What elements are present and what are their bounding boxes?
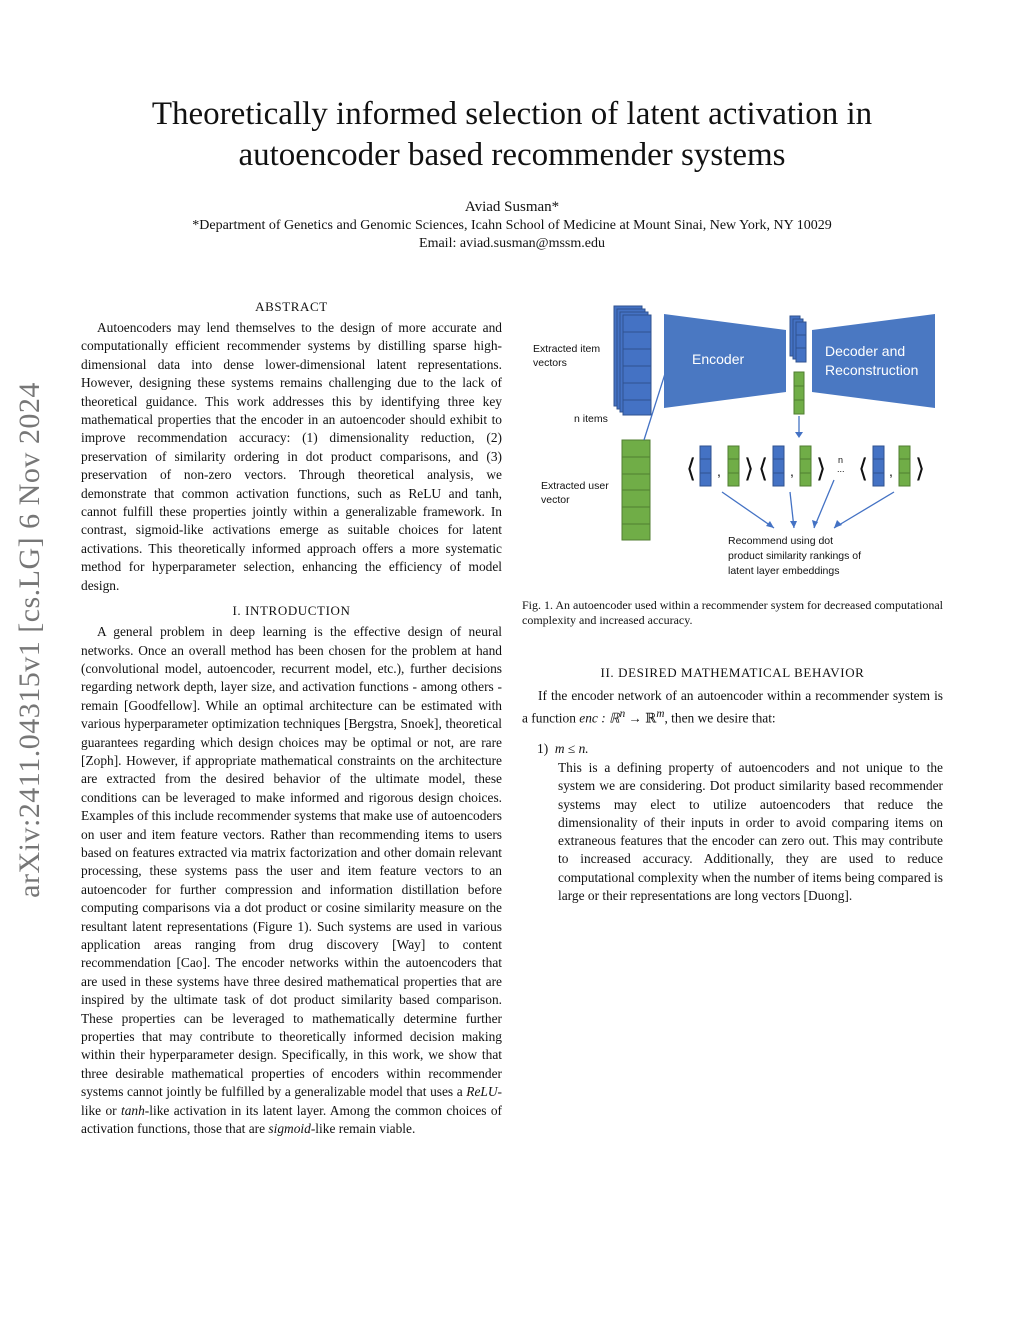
sigmoid-term: sigmoid: [268, 1121, 311, 1137]
decoder-label-1: Decoder and: [825, 343, 906, 359]
title-line-2: autoencoder based recommender systems: [238, 137, 786, 173]
recommend-label-2: product similarity rankings of: [728, 550, 862, 562]
tanh-term: tanh: [120, 1102, 145, 1118]
intro-text-2: -like or: [81, 1084, 502, 1118]
label-user-vector-1: Extracted user: [541, 480, 609, 492]
latent-user-vector: [794, 372, 804, 414]
svg-text:,: ,: [889, 463, 893, 479]
sup-m: m: [656, 708, 665, 721]
relu-term: ReLU: [466, 1084, 498, 1100]
section2-intro-b: , then we desire that:: [664, 710, 776, 726]
item-number: 1): [537, 741, 549, 756]
abstract-text: Autoencoders may lend themselves to the design of more accurate and computationally efficient recommender systems by distilling sparse high-dimensional data into dense lower-dimensional latent representations. However, designing these systems remains challenging due to the lack of theoretical guidance. This work addresses this by identifying three key mathematical properties that the encoder in an autoencoder should exhibit to improve recommendation accuracy: (1) dimensionality reduction, (2) preservation of similarity ordering in dot product comparisons, and (3) preservation of non-zero vectors. Through theoretical analysis, we demonstrate that common activation functions, such as ReLU and tanh, cannot fulfill these properties jointly within a generalizable framework. In contrast, sigmoid-like activations emerge as suitable choices for latent activations. This theoretically informed approach offers a more systematic method for hyperparameter selection, enhancing the efficiency of model design.: [81, 320, 502, 593]
pair-1: [686, 446, 754, 486]
recommend-label-3: latent layer embeddings: [728, 565, 840, 577]
intro-paragraph: [81, 623, 502, 1138]
label-item-vectors-2: vectors: [533, 357, 567, 369]
svg-text:⟨: ⟨: [858, 453, 869, 483]
intro-text: A general problem in deep learning is the effective design of neural networks. Once an overall method has been chosen for the problem at hand (convolutional model, autoencoder, recurrent model, etc.), further decisions regarding network depth, layer size, and activation functions - among others - remain [Goodfellow]. While an optimal architecture can be estimated with various hyperparameter optimization techniques [Bergstra, Snoek], theoretical guarantees regarding which design choices may be optimal or not, are rare [Zoph]. However, if appropriate mathematical constraints on the architecture are extracted from the desired behavior of the ultimate model, these conditions can be leveraged to make informed and rigorous design choices. Examples of this include recommender systems that make use of autoencoders on user and item feature vectors. Rather than recommending items to users based on features extracted via matrix factorization and other domain relevant processing, these systems pass the user and item feature vectors to an autoencoder for further compression and information distillation before computing comparisons via a dot product or cosine similarity measure on the resultant latent representations (Figure 1). Such systems are used in various application areas ranging from drug discovery [Way] to content recommendation [Cao]. The encoder networks within the autoencoders that are used in these systems have three desired mathematical properties that are inspired by the ultimate task of dot product similarity based comparison. These properties can be leveraged to mathematically determine further properties that may contribute to theoretically informed decision making within their hyperparameter design. Specifically, in this work, we show that three desirable mathematical properties of encoders within recommender systems cannot jointly be fulfilled by a generalizable model that uses a: [81, 624, 502, 1100]
email: Email: aviad.susman@mssm.edu: [419, 236, 605, 251]
ellipsis: ...: [837, 464, 845, 474]
title-line-1: Theoretically informed selection of latent activation in: [151, 96, 873, 132]
converging-arrows: [722, 480, 894, 528]
section2-intro: [522, 687, 943, 728]
svg-text:⟨: ⟨: [758, 453, 769, 483]
author: Aviad Susman*: [464, 199, 560, 215]
decoder-block: [812, 314, 935, 408]
svg-text:⟩: ⟩: [744, 453, 755, 483]
sup-n: n: [619, 708, 626, 721]
svg-text:⟩: ⟩: [915, 453, 926, 483]
arrowhead-icon: [766, 521, 774, 528]
label-item-vectors-1: Extracted item: [533, 343, 601, 355]
arrow-math: → ℝ: [625, 710, 657, 726]
arxiv-id: arXiv:2411.04315v1 [cs.LG] 6 Nov 2024: [13, 382, 46, 898]
svg-text:⟩: ⟩: [816, 453, 827, 483]
list-item-body: This is a defining property of autoencoders and not unique to the system we are considering. Dot product similarity based recommender systems may elect to utilize autoencoders that reduce the dimensionality of their inputs in order to avoid comparing items on extraneous features that the encoder can zero out. This may contribute to increased accuracy. Additionally, they are used to reduce computational complexity when the number of items being compared is large or their representations are long vectors [Duong].: [558, 760, 943, 904]
svg-text:,: ,: [790, 463, 794, 479]
intro-text-3: -like activation in its latent layer. Among the common choices of activation functions, those that are: [81, 1102, 502, 1137]
figure-caption: Fig. 1. An autoencoder used within a recommender system for decreased computational complexity and increased accuracy.: [522, 598, 943, 627]
enc-math: enc : ℝ: [579, 710, 620, 726]
left-column: [81, 298, 502, 1138]
pair-n: [858, 446, 925, 486]
affiliation: *Department of Genetics and Genomic Sciences, Icahn School of Medicine at Mount Sinai, New York, NY 10029: [192, 218, 832, 233]
decoder-label-2: Reconstruction: [825, 362, 919, 378]
recommend-label-1: Recommend using dot: [728, 535, 834, 547]
abstract-heading: ABSTRACT: [255, 299, 328, 314]
list-item-number: [537, 741, 589, 757]
item-vectors-stack: [614, 306, 651, 415]
arrowhead-icon: [795, 432, 803, 438]
label-user-vector-2: vector: [541, 494, 570, 506]
user-vector: [622, 440, 650, 540]
section2-intro-a: If the encoder network of an autoencoder within a recommender system is a function: [522, 688, 943, 726]
svg-text:,: ,: [717, 463, 721, 479]
intro-text-4: -like remain viable.: [310, 1121, 416, 1137]
label-n-items: n items: [574, 413, 608, 425]
pair-2: [758, 446, 826, 486]
section2-heading: II. DESIRED MATHEMATICAL BEHAVIOR: [600, 665, 865, 680]
encoder-label: Encoder: [692, 351, 745, 367]
item-math: m ≤ n.: [554, 741, 589, 756]
arrowhead-icon: [834, 520, 842, 528]
intro-heading: I. INTRODUCTION: [232, 603, 351, 619]
paper-title: [80, 94, 944, 176]
latent-stack: [790, 316, 806, 362]
figure-1: [522, 300, 943, 590]
svg-text:⟨: ⟨: [686, 453, 697, 483]
n-symbol: n: [838, 455, 844, 465]
arrowhead-icon: [790, 521, 797, 528]
